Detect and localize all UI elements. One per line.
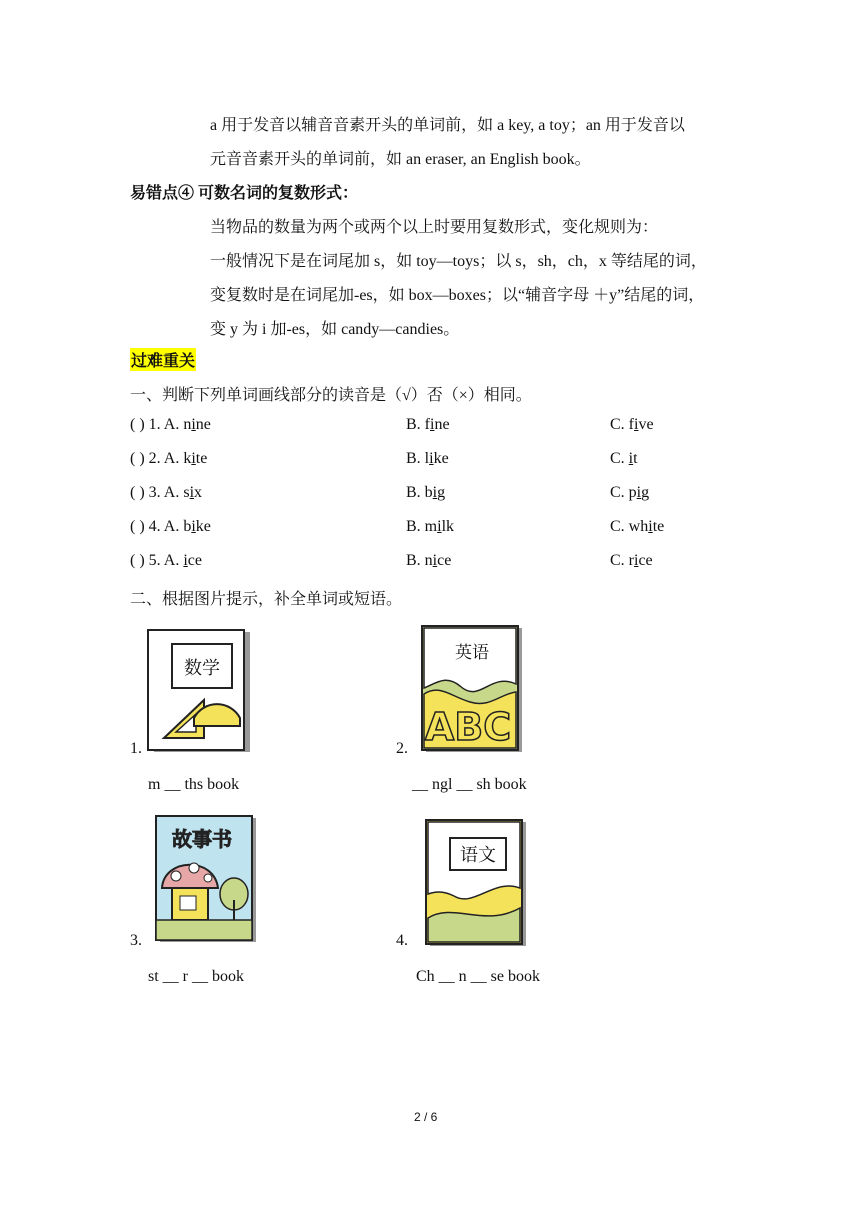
answer-paren[interactable]: ( ) (130, 450, 145, 467)
intro-line-2: 元音音素开头的单词前，如 an eraser, an English book。 (210, 151, 591, 168)
page-number: 2 / 6 (414, 1110, 438, 1124)
point4-line-2: 一般情况下是在词尾加 s，如 toy—toys；以 s，sh，ch，x 等结尾的词， (210, 253, 707, 270)
chinese-book-image (424, 818, 528, 948)
point4-title: 易错点④ 可数名词的复数形式： (130, 185, 359, 202)
option-a: A. bike (163, 518, 211, 535)
option-a: A. kite (163, 450, 208, 467)
question-number: 5. (148, 552, 161, 569)
english-book-label: 英语 (455, 643, 489, 663)
story-book-image (154, 814, 258, 944)
section-label: 过难重关 (130, 348, 196, 371)
point4-line-3: 变复数时是在词尾加-es，如 box—boxes；以“辅音字母 ＋y”结尾的词， (210, 287, 705, 304)
point4-line-4: 变 y 为 i 加-es，如 candy—candies。 (210, 321, 460, 338)
story-book-label: 故事书 (172, 827, 232, 851)
option-b: B. like (406, 450, 449, 467)
question-number: 1. (148, 416, 161, 433)
answer-paren[interactable]: ( ) (130, 518, 145, 535)
option-a: A. six (163, 484, 203, 501)
item-2-answer[interactable]: __ ngl __ sh book (412, 776, 527, 793)
item-3-answer[interactable]: st __ r __ book (148, 968, 244, 985)
option-a: A. ice (163, 552, 202, 569)
option-b: B. nice (406, 552, 452, 569)
option-c: C. rice (610, 552, 653, 569)
maths-book-image (144, 628, 254, 754)
question-number: 4. (148, 518, 161, 535)
question-row-2 (130, 450, 207, 468)
english-book-image (420, 624, 526, 756)
point4-line-1: 当物品的数量为两个或两个以上时要用复数形式，变化规则为： (210, 219, 659, 236)
option-b: B. big (406, 484, 446, 501)
item-1-answer[interactable]: m __ ths book (148, 776, 240, 793)
abc-text: ABC (424, 705, 512, 749)
option-c: C. white (610, 518, 665, 535)
item-3-number: 3. (130, 932, 142, 949)
option-c: C. it (610, 450, 638, 467)
question-row-4 (130, 518, 211, 536)
option-c: C. five (610, 416, 654, 433)
intro-line-1: a 用于发音以辅音音素开头的单词前，如 a key, a toy；an 用于发音以 (210, 117, 685, 134)
item-2-number: 2. (396, 740, 408, 757)
part1-instruction: 一、判断下列单词画线部分的读音是（√）否（×）相同。 (130, 387, 532, 404)
part2-instruction: 二、根据图片提示，补全单词或短语。 (130, 591, 403, 608)
question-row-1 (130, 416, 211, 434)
question-number: 2. (148, 450, 161, 467)
option-b: B. fine (406, 416, 450, 433)
question-row-5 (130, 552, 202, 570)
option-c: C. pig (610, 484, 650, 501)
answer-paren[interactable]: ( ) (130, 416, 145, 433)
item-4-number: 4. (396, 932, 408, 949)
answer-paren[interactable]: ( ) (130, 552, 145, 569)
option-b: B. milk (406, 518, 455, 535)
item-1-number: 1. (130, 740, 142, 757)
answer-paren[interactable]: ( ) (130, 484, 145, 501)
option-a: A. nine (163, 416, 211, 433)
chinese-book-label: 语文 (460, 845, 496, 866)
question-row-3 (130, 484, 202, 502)
item-4-answer[interactable]: Ch __ n __ se book (416, 968, 540, 985)
maths-book-label: 数学 (184, 658, 220, 679)
question-number: 3. (148, 484, 161, 501)
